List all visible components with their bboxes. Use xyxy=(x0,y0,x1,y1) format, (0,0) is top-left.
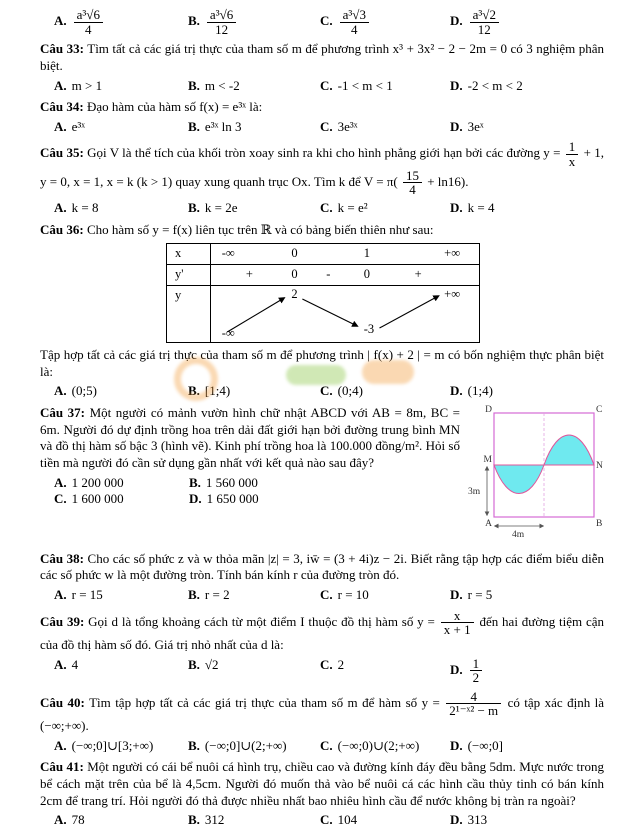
variation-table xyxy=(166,243,480,343)
option-text: (−∞;0]∪(2;+∞) xyxy=(204,737,287,753)
question-number: Câu 35: xyxy=(40,145,84,161)
option-text: m < -2 xyxy=(204,77,240,93)
option-letter: C. xyxy=(320,383,333,399)
option-text: -2 < m < 2 xyxy=(467,77,523,93)
option-b xyxy=(188,738,320,755)
option-letter: B. xyxy=(188,383,200,399)
option-d xyxy=(450,119,604,136)
fraction-numerator: a³√6 xyxy=(74,8,103,23)
row-label-y: y xyxy=(167,286,211,342)
option-text: (−∞;0)∪(2;+∞) xyxy=(337,737,420,753)
row-values-y xyxy=(211,286,479,342)
option-d xyxy=(450,738,604,755)
option-letter: A. xyxy=(54,383,67,399)
option-text: (1;4) xyxy=(467,383,493,399)
fraction xyxy=(403,169,422,197)
answer-options xyxy=(40,587,604,604)
option-text: 78 xyxy=(71,812,85,828)
option-d xyxy=(189,491,354,508)
option-c xyxy=(54,491,189,508)
question-text: Tập hợp tất cả các giá trị thực của tham số m để phương trình | f(x) + 2 | = m có bốn nghiệm thực phân biệt là: xyxy=(40,347,604,379)
option-text: √2 xyxy=(204,656,219,672)
option-letter: D. xyxy=(450,199,463,215)
option-letter: C. xyxy=(320,737,333,753)
option-letter: D. xyxy=(450,13,463,29)
option-letter: B. xyxy=(188,586,200,602)
mid-label-m: M xyxy=(483,455,492,466)
fraction-numerator: x xyxy=(441,609,474,624)
option-c xyxy=(320,383,450,400)
question-34 xyxy=(40,99,604,135)
corner-label-a: A xyxy=(485,519,492,530)
option-letter: B. xyxy=(188,737,200,753)
option-a xyxy=(54,812,188,829)
fraction xyxy=(441,609,474,637)
x-value: +∞ xyxy=(444,246,461,261)
answer-options xyxy=(40,475,354,508)
option-c xyxy=(320,587,450,604)
option-a xyxy=(54,657,188,685)
option-text: k = 8 xyxy=(71,199,99,215)
option-letter: B. xyxy=(188,13,200,29)
option-letter: A. xyxy=(54,118,67,134)
option-text: (0;4) xyxy=(337,383,363,399)
mid-label-n: N xyxy=(596,461,603,472)
option-letter: A. xyxy=(54,77,67,93)
option-a xyxy=(54,8,188,36)
question-37 xyxy=(40,405,604,546)
answer-options xyxy=(40,78,604,95)
option-letter: A. xyxy=(54,474,67,490)
option-text: 1 650 000 xyxy=(206,491,259,507)
question-41 xyxy=(40,759,604,829)
option-letter: A. xyxy=(54,812,67,828)
option-c xyxy=(320,657,450,685)
option-letter: D. xyxy=(450,737,463,753)
option-letter: D. xyxy=(450,586,463,602)
fraction-denominator: x + 1 xyxy=(443,622,471,638)
option-text: 1 600 000 xyxy=(71,491,124,507)
sign-value: 0 xyxy=(363,267,370,282)
answer-options xyxy=(40,657,604,685)
fraction xyxy=(470,657,483,685)
answer-options xyxy=(40,119,604,136)
question-number: Câu 40: xyxy=(40,694,85,710)
option-a xyxy=(54,738,188,755)
question-text: đến hai đường tiệm cận của đồ thị hàm số đó. Giá trị nhỏ nhất của d là: xyxy=(40,613,605,652)
fraction-numerator: a³√2 xyxy=(470,8,499,23)
question-32-answer-options xyxy=(40,8,604,36)
option-letter: B. xyxy=(188,77,200,93)
option-c xyxy=(320,8,450,36)
height-dimension-label: 3m xyxy=(468,487,481,498)
option-letter: B. xyxy=(188,812,200,828)
fraction xyxy=(446,690,501,718)
option-letter: A. xyxy=(54,13,67,29)
option-b xyxy=(188,78,320,95)
option-text: [1;4) xyxy=(204,383,231,399)
question-number: Câu 36: xyxy=(40,221,84,237)
option-d xyxy=(450,8,604,36)
limit-left: -∞ xyxy=(221,326,235,341)
option-text: k = 4 xyxy=(467,199,495,215)
question-35 xyxy=(40,140,604,216)
fraction-numerator: a³√6 xyxy=(207,8,236,23)
question-36 xyxy=(40,222,604,401)
option-letter: A. xyxy=(54,199,67,215)
fraction-denominator: 4 xyxy=(85,21,92,37)
question-39 xyxy=(40,609,604,685)
question-number: Câu 41: xyxy=(40,759,84,775)
fraction xyxy=(340,8,369,36)
question-number: Câu 38: xyxy=(40,550,84,566)
limit-right: +∞ xyxy=(444,287,461,302)
row-label-y-prime: y' xyxy=(167,265,211,285)
question-text: Một người có cái bể nuôi cá hình trụ, chiều cao và đường kính đáy đều bằng 5dm. Mực nước trong bể cách mặt trên của bể là 4,5cm. Người đó muốn thả vào bể nuôi cá các hình cầu thủy tinh có bán kính 2cm để trang trí. Hỏi người đó thả được nhiều nhất bao nhiêu hình cầu để nước không bị tràn ra ngoài? xyxy=(40,759,604,808)
option-c xyxy=(320,738,450,755)
option-a xyxy=(54,475,189,492)
option-d xyxy=(450,200,604,217)
option-letter: C. xyxy=(320,118,333,134)
fraction xyxy=(74,8,103,36)
option-letter: D. xyxy=(450,77,463,93)
question-text: Một người có mảnh vườn hình chữ nhật ABCD với AB = 8m, BC = 6m. Người đó dự định trồng hoa trên dải đất giới hạn bởi đường trung bình MN và đồ thị hàm số bậc 3 (hình vẽ). Kinh phí trồng hoa là 100.000 đồng/m². Hỏi số tiền mà người đó cần sử dụng gần nhất với kết quả nào sau đây? xyxy=(40,405,461,470)
fraction-numerator: 15 xyxy=(403,169,422,184)
question-number: Câu 39: xyxy=(40,613,85,629)
option-text: e³ˣ xyxy=(71,118,86,134)
option-a xyxy=(54,200,188,217)
increase-arrow xyxy=(380,296,439,328)
option-letter: C. xyxy=(320,13,333,29)
fraction-denominator: 12 xyxy=(477,21,491,37)
question-text: Cho các số phức z và w thỏa mãn |z| = 3, iw̄ = (3 + 4i)z − 2i. Biết rằng tập hợp các điểm biểu diễn các số phức w là một đường tròn. Tính bán kính r của đường tròn đó. xyxy=(40,550,605,583)
increase-arrow xyxy=(227,298,284,332)
option-b xyxy=(188,200,320,217)
fraction-denominator: 2 xyxy=(472,670,480,686)
option-text: 2 xyxy=(337,656,345,672)
option-d xyxy=(450,812,604,829)
fraction-denominator: 4 xyxy=(351,21,358,37)
fraction-denominator: 2¹⁻ˣ² − m xyxy=(449,703,499,719)
option-letter: D. xyxy=(450,118,463,134)
width-dimension-label: 4m xyxy=(512,530,525,540)
option-letter: D. xyxy=(450,661,463,677)
option-text: -1 < m < 1 xyxy=(337,77,393,93)
question-40 xyxy=(40,690,604,755)
option-letter: B. xyxy=(188,656,200,672)
option-a xyxy=(54,78,188,95)
fraction xyxy=(566,140,579,168)
question-number: Câu 33: xyxy=(40,41,84,57)
question-text: có tập xác định là (−∞;+∞). xyxy=(40,694,605,734)
question-text: Tìm tập hợp tất cả các giá trị thực của tham số m để hàm số y = xyxy=(89,694,440,710)
question-text: Gọi V là thể tích của khối tròn xoay sinh ra khi cho hình phẳng giới hạn bởi các đường y = xyxy=(87,145,561,161)
option-text: m > 1 xyxy=(71,77,103,93)
option-c xyxy=(320,200,450,217)
option-d xyxy=(450,383,604,400)
fraction-numerator: 1 xyxy=(566,140,579,155)
option-text: (−∞;0]∪[3;+∞) xyxy=(71,737,154,753)
option-b xyxy=(188,119,320,136)
option-b xyxy=(188,8,320,36)
option-letter: B. xyxy=(189,474,201,490)
question-text: Tìm tất cả các giá trị thực của tham số m để phương trình x³ + 3x² − 2 − 2m = 0 có 3 nghiệm phân biệt. xyxy=(40,41,605,73)
option-text: 104 xyxy=(337,812,358,828)
option-text: r = 5 xyxy=(467,586,493,602)
option-text: (−∞;0] xyxy=(467,737,504,753)
sign-value: - xyxy=(326,267,331,282)
question-text: + 1, y = 0, x = 1, x = k (k > 1) quay xung quanh trục Ox. Tìm k để V = π( xyxy=(40,145,605,189)
table-row-y-prime xyxy=(167,265,479,286)
option-a xyxy=(54,383,188,400)
option-d xyxy=(450,657,604,685)
option-letter: B. xyxy=(188,199,200,215)
question-33 xyxy=(40,41,604,94)
option-letter: A. xyxy=(54,656,67,672)
option-c xyxy=(320,812,450,829)
option-b xyxy=(188,812,320,829)
option-text: k = 2e xyxy=(204,199,238,215)
option-text: 4 xyxy=(71,656,79,672)
row-label-x: x xyxy=(167,244,211,264)
decrease-arrow xyxy=(302,299,357,326)
option-d xyxy=(450,587,604,604)
option-text: r = 2 xyxy=(204,586,230,602)
corner-label-c: C xyxy=(596,405,603,416)
answer-options xyxy=(40,738,604,755)
fraction-numerator: 4 xyxy=(446,690,501,705)
local-max-value: 2 xyxy=(291,287,298,302)
option-letter: B. xyxy=(188,118,200,134)
x-value: 1 xyxy=(363,246,370,261)
option-letter: C. xyxy=(320,586,333,602)
option-b xyxy=(188,587,320,604)
option-text: 3e³ˣ xyxy=(337,118,358,134)
answer-options xyxy=(40,200,604,217)
option-b xyxy=(188,383,320,400)
option-letter: C. xyxy=(320,656,333,672)
option-letter: D. xyxy=(450,383,463,399)
fraction xyxy=(207,8,236,36)
sign-value: + xyxy=(414,267,422,282)
answer-options xyxy=(40,812,604,829)
option-letter: A. xyxy=(54,586,67,602)
answer-options xyxy=(40,383,604,400)
option-text: r = 10 xyxy=(337,586,369,602)
option-text: 3eˣ xyxy=(467,118,484,134)
option-a xyxy=(54,119,188,136)
fraction-denominator: 12 xyxy=(215,21,229,37)
option-text: 1 200 000 xyxy=(71,474,124,490)
fraction-numerator: a³√3 xyxy=(340,8,369,23)
option-b xyxy=(188,657,320,685)
question-text: + ln16). xyxy=(427,173,469,189)
question-number: Câu 34: xyxy=(40,99,84,115)
option-letter: A. xyxy=(54,737,67,753)
question-text: Đạo hàm của hàm số f(x) = e³ˣ là: xyxy=(86,99,263,115)
option-c xyxy=(320,78,450,95)
corner-label-b: B xyxy=(596,519,603,530)
option-letter: C. xyxy=(54,491,67,507)
sign-value: + xyxy=(245,267,253,282)
row-values-y-prime xyxy=(211,265,479,285)
option-text: 1 560 000 xyxy=(205,474,258,490)
table-row-x xyxy=(167,244,479,265)
fraction xyxy=(470,8,499,36)
option-b xyxy=(189,475,354,492)
row-values-x xyxy=(211,244,479,264)
question-number: Câu 37: xyxy=(40,405,86,421)
question-text: Cho hàm số y = f(x) liên tục trên ℝ và có bảng biến thiên như sau: xyxy=(86,221,434,237)
option-letter: C. xyxy=(320,812,333,828)
option-letter: C. xyxy=(320,77,333,93)
option-text: k = e² xyxy=(337,199,368,215)
option-text: 313 xyxy=(467,812,488,828)
option-text: e³ˣ ln 3 xyxy=(204,118,242,134)
option-letter: C. xyxy=(320,199,333,215)
option-d xyxy=(450,78,604,95)
sign-value: 0 xyxy=(291,267,298,282)
table-row-y xyxy=(167,286,479,342)
option-letter: D. xyxy=(189,491,202,507)
fraction-numerator: 1 xyxy=(470,657,483,672)
question-38 xyxy=(40,551,604,604)
question-text: Gọi d là tổng khoảng cách từ một điểm I thuộc đồ thị hàm số y = xyxy=(88,613,435,629)
option-c xyxy=(320,119,450,136)
option-text: (0;5) xyxy=(71,383,97,399)
corner-label-d: D xyxy=(485,405,492,416)
option-a xyxy=(54,587,188,604)
fraction-denominator: 4 xyxy=(409,182,416,198)
local-min-value: -3 xyxy=(363,322,375,337)
x-value: -∞ xyxy=(221,246,235,261)
option-text: 312 xyxy=(204,812,225,828)
question-37-figure xyxy=(466,405,604,544)
option-letter: D. xyxy=(450,812,463,828)
fraction-denominator: x xyxy=(568,154,576,170)
x-value: 0 xyxy=(291,246,298,261)
variation-arrows xyxy=(211,286,479,342)
garden-diagram xyxy=(466,405,604,539)
option-text: r = 15 xyxy=(71,586,103,602)
